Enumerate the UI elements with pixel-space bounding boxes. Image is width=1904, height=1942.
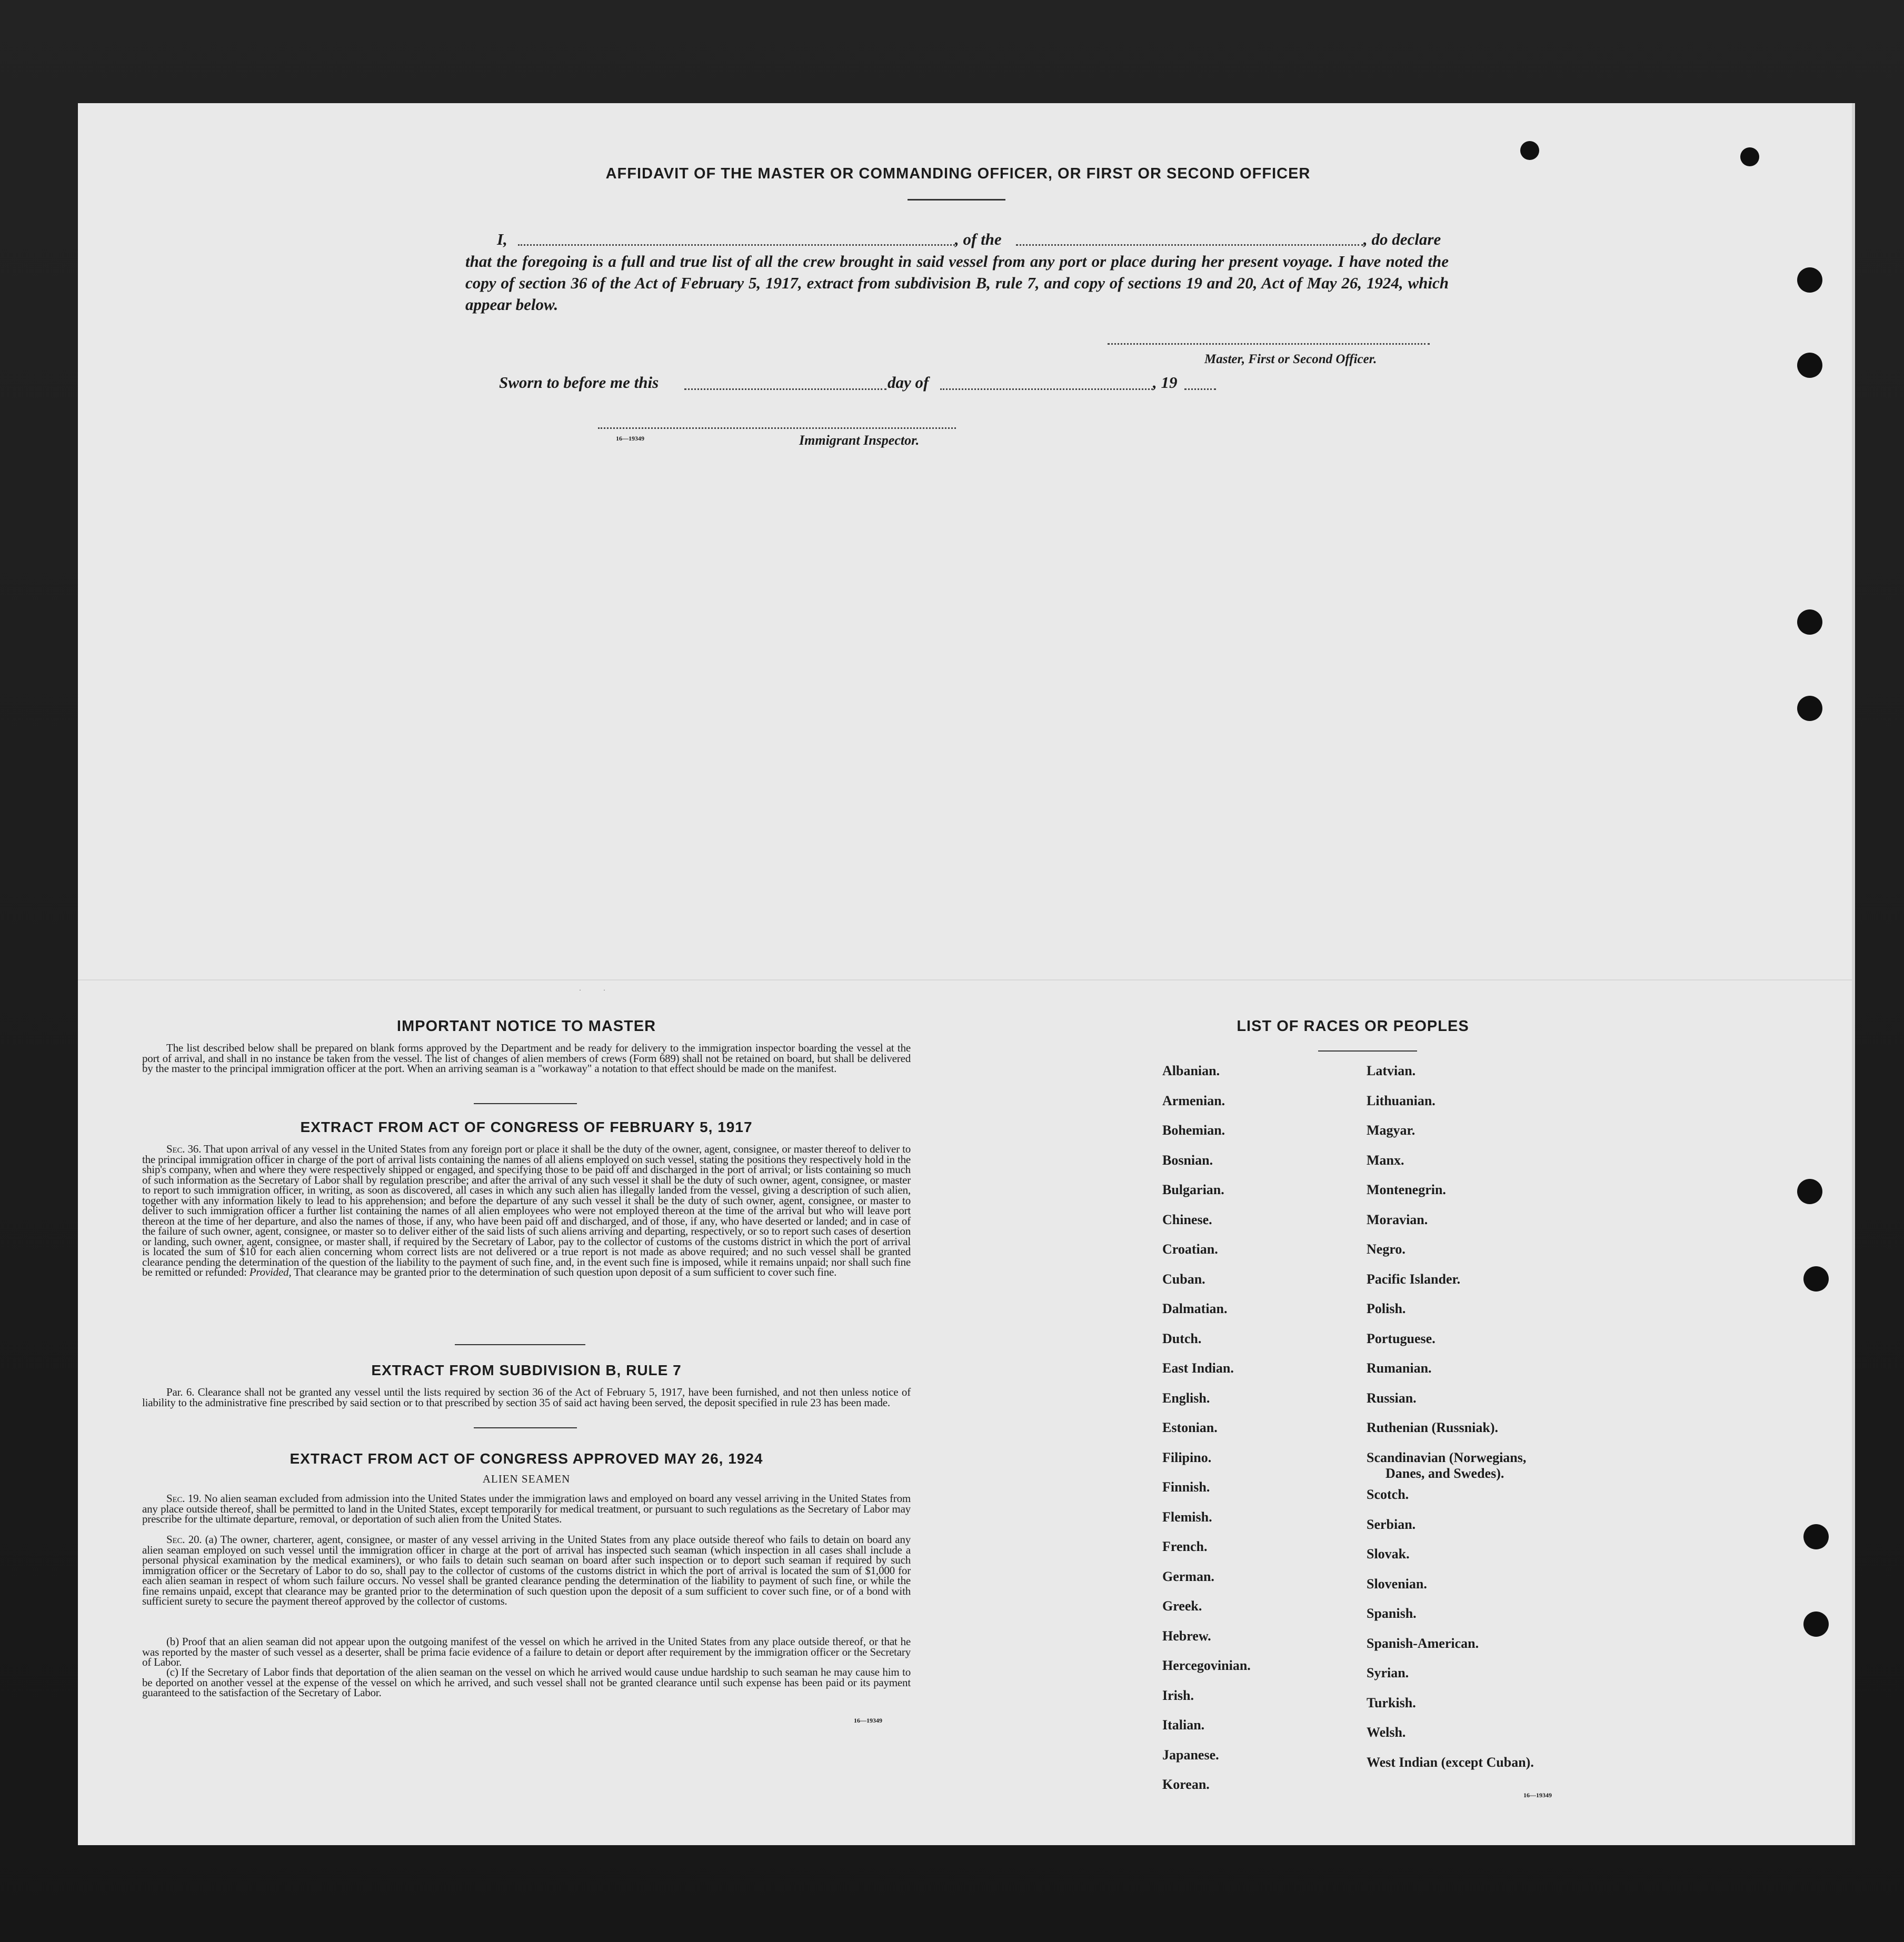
punch-hole <box>1797 696 1822 721</box>
form-number-top: 16—19349 <box>616 435 644 442</box>
punch-hole <box>1740 147 1759 166</box>
race-item: Ruthenian (Russniak). <box>1367 1420 1498 1435</box>
sec-19-text: No alien seaman excluded from admission into the United States under the immigration laws and employed on board any vessel arriving in the United States from any place outside thereof, shall be permitted to land in the United States, except temporarily for medical treatment, or pursuant to such regulations as the Secretary of Labor may prescribe for the ultimate departure, removal, or deportation of such alien from the United States. <box>142 1492 911 1525</box>
punch-hole <box>1797 353 1822 378</box>
race-item: Bohemian. <box>1162 1123 1225 1138</box>
officer-signature-field[interactable] <box>1108 343 1430 345</box>
race-item: Rumanian. <box>1367 1360 1432 1376</box>
race-item: German. <box>1162 1568 1214 1584</box>
section-divider <box>474 1103 577 1104</box>
race-item: Turkish. <box>1367 1695 1416 1710</box>
race-item: Manx. <box>1367 1152 1404 1168</box>
form-number-left: 16—19349 <box>854 1717 882 1724</box>
sec-20a-text: (a) The owner, charterer, agent, consignee, or master of any vessel arriving in the United States from any place outside thereof who fails to detain on board any alien seaman employed on such vessel until the immigration officer in charge at the port of arrival has inspected such seaman (which inspection in all cases shall include a personal physical examination by the medical examiners), or who fails to detain such seaman on board after such inspection or to deport such seaman if required by such immigration officer or the Secretary of Labor to do so, shall pay to the collector of customs of the customs district in which the port of arrival is located the sum of $1,000 for each alien seaman in respect of whom such failure occurs. No vessel shall be granted clearance pending the determination of the liability to payment of such fine, or while the fine remains unpaid, except that clearance may be granted prior to the determination of such question upon the deposit of a sum sufficient to cover such fine, or of a bond with sufficient surety to secure the payment thereof approved by the collector of customs. <box>142 1533 911 1607</box>
rule7-title: EXTRACT FROM SUBDIVISION B, RULE 7 <box>371 1362 682 1378</box>
punch-hole <box>1797 609 1822 635</box>
race-item: Cuban. <box>1162 1271 1205 1287</box>
race-item: Spanish. <box>1367 1606 1417 1621</box>
races-title: LIST OF RACES OR PEOPLES <box>1237 1018 1469 1035</box>
punch-hole <box>1797 267 1822 293</box>
race-item: Dalmatian. <box>1162 1301 1228 1316</box>
race-item: West Indian (except Cuban). <box>1367 1754 1534 1770</box>
sworn-day-of: day of <box>888 373 929 392</box>
race-item: Estonian. <box>1162 1420 1218 1435</box>
race-item: Albanian. <box>1162 1063 1220 1078</box>
race-item: Danes, and Swedes). <box>1385 1465 1504 1481</box>
race-item: Hercegovinian. <box>1162 1658 1251 1673</box>
sec-19-paragraph <box>142 1494 911 1525</box>
rule7-text: Par. 6. Clearance shall not be granted any vessel until the lists required by section 36 of the Act of February 5, 1917, have been furnished, and not then unless notice of liability to the administrative fine prescribed by said section or to that prescribed by section 35 of said act having been served, the deposit specified in rule 23 has been made. <box>142 1386 911 1409</box>
alien-seamen-subtitle: ALIEN SEAMEN <box>482 1473 571 1485</box>
proviso-label: Provided, <box>249 1266 292 1278</box>
race-item: Irish. <box>1162 1687 1194 1703</box>
sec-20-label: Sec. 20. <box>166 1533 202 1546</box>
sworn-year-prefix: , 19 <box>1153 373 1178 392</box>
race-item: Bulgarian. <box>1162 1182 1224 1197</box>
race-item: Slovenian. <box>1367 1576 1427 1591</box>
punch-hole <box>1803 1266 1829 1292</box>
sworn-prefix: Sworn to before me this <box>499 373 659 392</box>
race-item: Korean. <box>1162 1777 1210 1792</box>
affidavit-i: I, <box>497 230 507 248</box>
race-item: Spanish-American. <box>1367 1635 1479 1651</box>
sec-20c-text: (c) If the Secretary of Labor finds that deportation of the alien seaman on the vessel on which he arrived would cause undue hardship to such seaman he may cause him to be deported on another vessel at the expense of the vessel on which he arrived, and such vessel shall not be granted clearance until such expense has been paid or its payment guaranteed to the satisfaction of the Secretary of Labor. <box>142 1666 911 1699</box>
stray-mark: · <box>579 986 581 994</box>
sworn-month-field[interactable] <box>940 388 1153 390</box>
extract-1917-title: EXTRACT FROM ACT OF CONGRESS OF FEBRUARY 5, 1917 <box>300 1119 753 1135</box>
race-item: Filipino. <box>1162 1449 1212 1465</box>
page-fold <box>78 979 1852 980</box>
race-item: Finnish. <box>1162 1479 1210 1495</box>
race-item: Polish. <box>1367 1301 1406 1316</box>
race-item: Italian. <box>1162 1717 1205 1733</box>
inspector-signature-field[interactable] <box>598 427 956 429</box>
punch-hole <box>1803 1611 1829 1637</box>
sec-19-label: Sec. 19. <box>166 1492 202 1505</box>
punch-hole <box>1797 1179 1822 1204</box>
sec-20a-paragraph <box>142 1535 911 1607</box>
section-divider <box>474 1427 577 1428</box>
race-item: Flemish. <box>1162 1509 1212 1525</box>
race-item: Russian. <box>1367 1390 1417 1406</box>
race-item: Montenegrin. <box>1367 1182 1446 1197</box>
section-divider <box>455 1344 585 1345</box>
race-item: East Indian. <box>1162 1360 1234 1376</box>
sec-20b-text: (b) Proof that an alien seaman did not appear upon the outgoing manifest of the vessel on which he arrived in the United States from any place outside thereof, or that he was reported by the master of such vessel as a deserter, shall be prima facie evidence of a failure to detain or deport after requirement by the immigration officer or the Secretary of Labor. <box>142 1635 911 1668</box>
race-item: Welsh. <box>1367 1725 1406 1740</box>
race-item: Bosnian. <box>1162 1152 1213 1168</box>
race-item: Negro. <box>1367 1242 1405 1257</box>
affidavit-of-the: , of the <box>955 230 1002 248</box>
race-item: Slovak. <box>1367 1546 1410 1561</box>
sworn-day-field[interactable] <box>684 388 886 390</box>
title-underline <box>908 199 1005 201</box>
race-item: Lithuanian. <box>1367 1093 1436 1108</box>
race-item: Moravian. <box>1367 1212 1428 1227</box>
race-item: Chinese. <box>1162 1212 1212 1227</box>
race-item: Hebrew. <box>1162 1628 1211 1644</box>
proviso-text: That clearance may be granted prior to the determination of such question upon deposit of a sum sufficient to cover such fine. <box>294 1266 837 1278</box>
affidavit-title: AFFIDAVIT OF THE MASTER OR COMMANDING OFFICER, OR FIRST OR SECOND OFFICER <box>605 165 1311 182</box>
race-item: Greek. <box>1162 1598 1202 1614</box>
race-item: Croatian. <box>1162 1242 1218 1257</box>
declarant-name-field[interactable] <box>518 244 955 246</box>
extract-1924-title: EXTRACT FROM ACT OF CONGRESS APPROVED MAY 26, 1924 <box>290 1450 763 1467</box>
affidavit-do-declare: , do declare <box>1363 230 1441 248</box>
notice-text: The list described below shall be prepared on blank forms approved by the Department and be ready for delivery to the immigration inspector boarding the vessel at the port of arrival, and shall in no instance be taken from the vessel. The list of changes of alien members of crews (Form 689) shall not be retained on board, but shall be delivered by the master to the principal immigration officer at the port. When an arriving seaman is a "workaway" a notation to that effect should be made on the manifest. <box>142 1042 911 1075</box>
race-item: English. <box>1162 1390 1210 1406</box>
race-item: Serbian. <box>1367 1516 1416 1532</box>
sworn-year-field[interactable] <box>1184 388 1216 390</box>
notice-title: IMPORTANT NOTICE TO MASTER <box>396 1018 656 1035</box>
race-item: Scotch. <box>1367 1487 1409 1502</box>
sec-36-text: That upon arrival of any vessel in the United States from any foreign port or place it shall be the duty of the owner, agent, consignee, or master thereof to deliver to the principal immigration officer in charge of the port of arrival lists containing the names of all aliens employed on such vessel, stating the positions they respectively hold in the ship's company, when and where they were respectively shipped or engaged, and specifying those to be paid off and discharged in the port of arrival; or lists containing so much of such information as the Secretary of Labor shall by regulation prescribe; and after the arrival of any such vessel it shall be the duty of such owner, agent, consignee, or master to report to such immigration officer, in writing, as soon as discovered, all cases in which any such alien has illegally landed from the vessel, giving a description of such alien, together with any information likely to lead to his apprehension; and before the departure of any such vessel it shall be the duty of such owner, agent, consignee, or master to deliver to such immigration officer a further list containing the names of all alien employees who were not employed thereon at the time of the arrival but who will leave port thereon at the time of her departure, and also the names of those, if any, who have been paid off and discharged, and of those, if any, who have deserted or landed; and in case of the failure of such owner, agent, consignee, or master so to deliver either of the said lists of such aliens arriving and departing, respectively, or so to report such cases of desertion or landing, such owner, agent, consignee, or master shall, if required by the Secretary of Labor, pay to the collector of customs of the customs district in which the port of arrival is located the sum of $10 for each alien concerning whom correct lists are not delivered or a true report is not made as above required; and no such vessel shall be granted clearance pending the determination of the question of the liability to the payment of such fine, and, in the event such fine is imposed, while it remains unpaid; nor shall such fine be remitted or refunded: <box>142 1143 911 1278</box>
race-item: Portuguese. <box>1367 1330 1436 1346</box>
races-title-underline <box>1318 1050 1417 1052</box>
extract-1917-text <box>142 1144 911 1278</box>
race-item: Magyar. <box>1367 1123 1415 1138</box>
race-item: Latvian. <box>1367 1063 1416 1078</box>
punch-hole <box>1803 1524 1829 1549</box>
race-item: Pacific Islander. <box>1367 1271 1461 1287</box>
stray-mark: · <box>603 986 605 994</box>
race-item: Armenian. <box>1162 1093 1225 1108</box>
race-item: Japanese. <box>1162 1747 1219 1763</box>
inspector-caption: Immigrant Inspector. <box>799 433 920 448</box>
form-number-right: 16—19349 <box>1523 1791 1552 1799</box>
race-item: French. <box>1162 1539 1208 1554</box>
affidavit-body: that the foregoing is a full and true list of all the crew brought in said vessel from any port or place during her present voyage. I have noted the copy of section 36 of the Act of February 5, 1917, extract from subdivision B, rule 7, and copy of sections 19 and 20, Act of May 26, 1924, which appear below. <box>465 252 1449 314</box>
race-item: Scandinavian (Norwegians, <box>1367 1449 1527 1465</box>
race-item: Syrian. <box>1367 1665 1409 1680</box>
punch-hole <box>1520 141 1539 160</box>
sec-36-label: Sec. 36. <box>166 1143 202 1155</box>
race-item: Dutch. <box>1162 1330 1202 1346</box>
signature-caption: Master, First or Second Officer. <box>1204 352 1377 366</box>
vessel-name-field[interactable] <box>1016 244 1363 246</box>
